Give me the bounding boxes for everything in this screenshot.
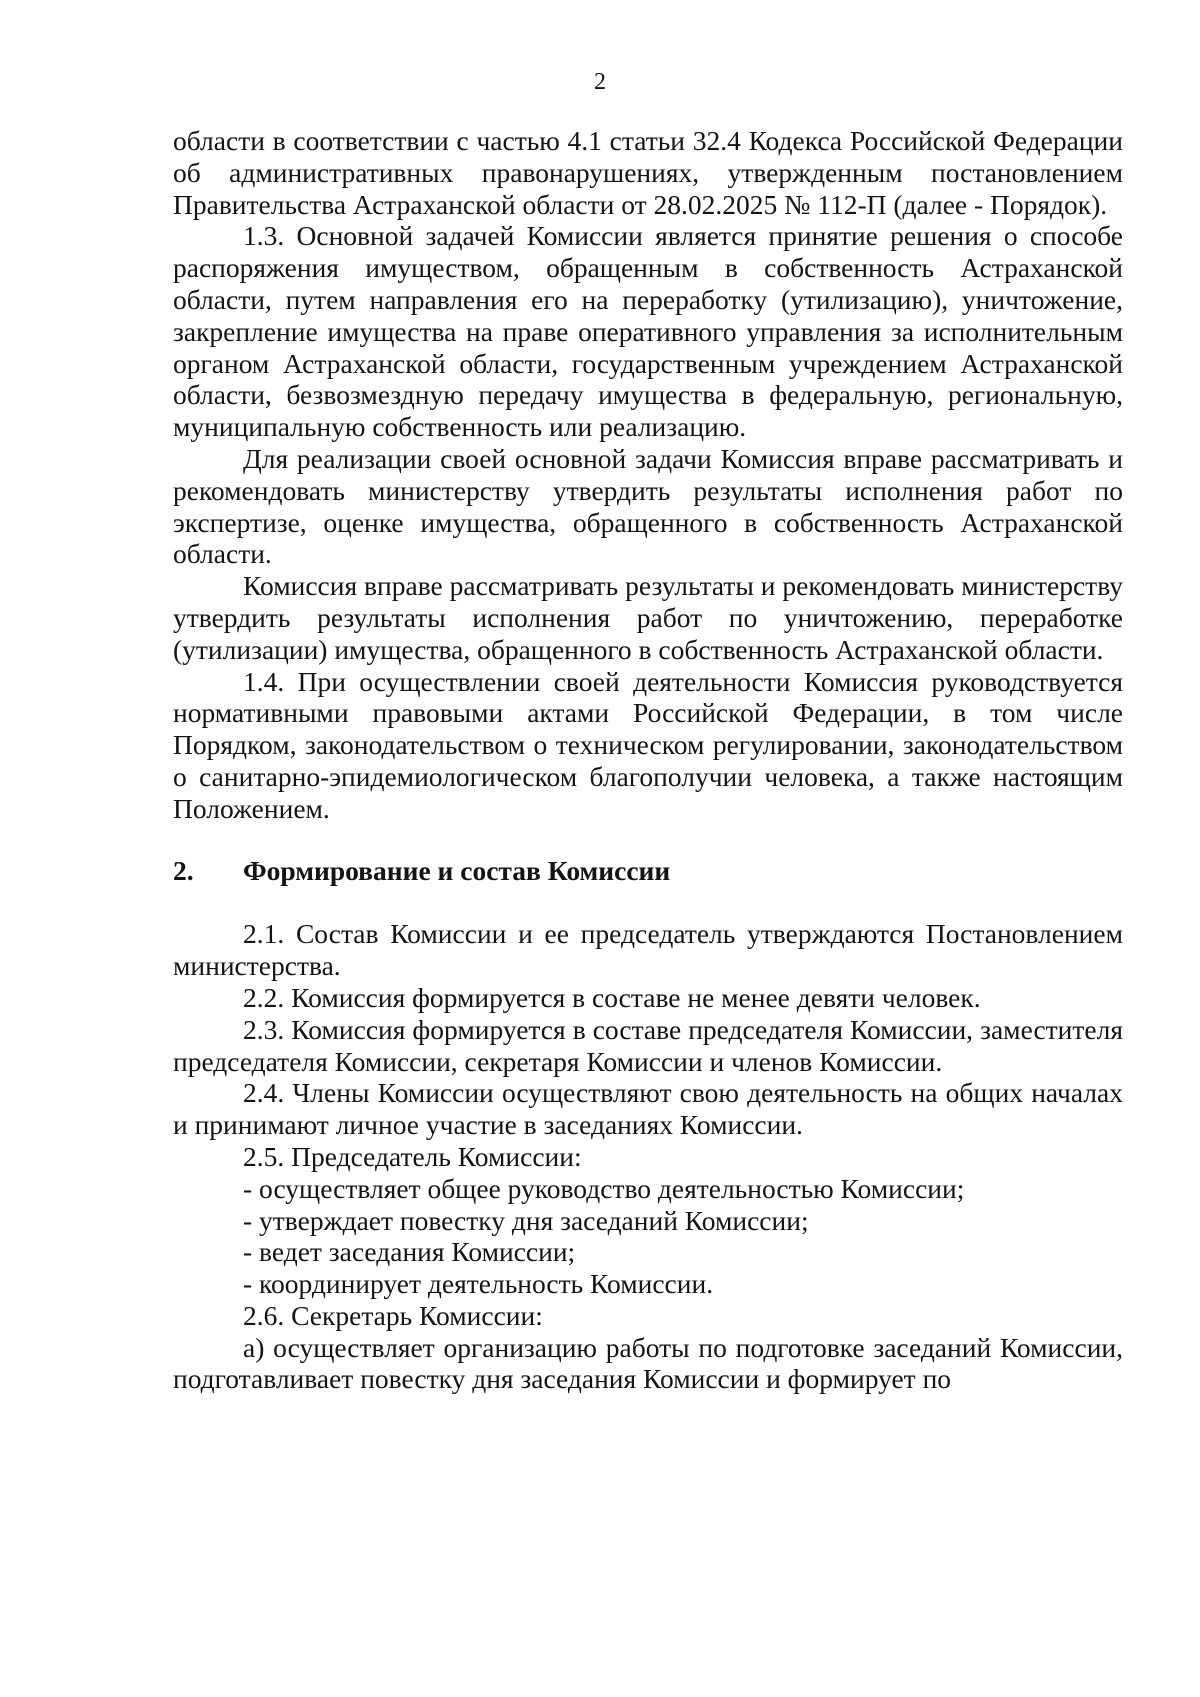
document-body xyxy=(173,125,1123,1395)
section-number: 2. xyxy=(173,854,194,886)
page-number: 2 xyxy=(594,69,606,95)
list-item-chairman-duty-1: - осуществляет общее руководство деятельностью Комиссии; xyxy=(243,1172,965,1204)
paragraph-commission-rights: Комиссия вправе рассматривать результаты и рекомендовать министерству утвердить результаты исполнения работ по уничтожению, переработке (утилизации) имущества, обращенного в собственность Астраханской области. xyxy=(173,570,1123,665)
paragraph-2-4: 2.4. Члены Комиссии осуществляют свою деятельность на общих началах и принимают личное участие в заседаниях Комиссии. xyxy=(173,1077,1123,1141)
paragraph-2-5: 2.5. Председатель Комиссии: xyxy=(243,1140,582,1172)
paragraph-2-6: 2.6. Секретарь Комиссии: xyxy=(243,1299,543,1331)
list-item-chairman-duty-4: - координирует деятельность Комиссии. xyxy=(243,1268,714,1300)
paragraph-2-2: 2.2. Комиссия формируется в составе не менее девяти человек. xyxy=(243,981,981,1013)
paragraph-continuation: области в соответствии с частью 4.1 статьи 32.4 Кодекса Российской Федерации об административных правонарушениях, утвержденным постановлением Правительства Астраханской области от 28.02.2025 № 112-П (далее - Порядок). xyxy=(173,125,1123,220)
list-item-secretary-duty-a: а) осуществляет организацию работы по подготовке заседаний Комиссии, подготавливает повестку дня заседания Комиссии и формирует по xyxy=(173,1331,1123,1395)
list-item-chairman-duty-3: - ведет заседания Комиссии; xyxy=(243,1236,576,1268)
paragraph-1-4: 1.4. При осуществлении своей деятельности Комиссия руководствуется нормативными правовыми актами Российской Федерации, в том числе Порядком, законодательством о техническом регулировании, законодательством о санитарно-эпидемиологическом благополучии человека, а также настоящим Положением. xyxy=(173,665,1123,824)
paragraph-main-task-rights: Для реализации своей основной задачи Комиссия вправе рассматривать и рекомендовать министерству утвердить результаты исполнения работ по экспертизе, оценке имущества, обращенного в собственность Астраханской области. xyxy=(173,442,1123,570)
list-item-chairman-duty-2: - утверждает повестку дня заседаний Комиссии; xyxy=(243,1204,809,1236)
section-title: Формирование и состав Комиссии xyxy=(243,854,671,886)
paragraph-2-3: 2.3. Комиссия формируется в составе председателя Комиссии, заместителя председателя Комиссии, секретаря Комиссии и членов Комиссии. xyxy=(173,1013,1123,1077)
paragraph-2-1: 2.1. Состав Комиссии и ее председатель утверждаются Постановлением министерства. xyxy=(173,918,1123,982)
paragraph-1-3: 1.3. Основной задачей Комиссии является принятие решения о способе распоряжения имуществом, обращенным в собственность Астраханской области, путем направления его на переработку (утилизацию), уничтожение, закрепление имущества на праве оперативного управления за исполнительным органом Астраханской области, государственным учреждением Астраханской области, безвозмездную передачу имущества в федеральную, региональную, муниципальную собственность или реализацию. xyxy=(173,220,1123,443)
section-heading xyxy=(173,855,1123,887)
